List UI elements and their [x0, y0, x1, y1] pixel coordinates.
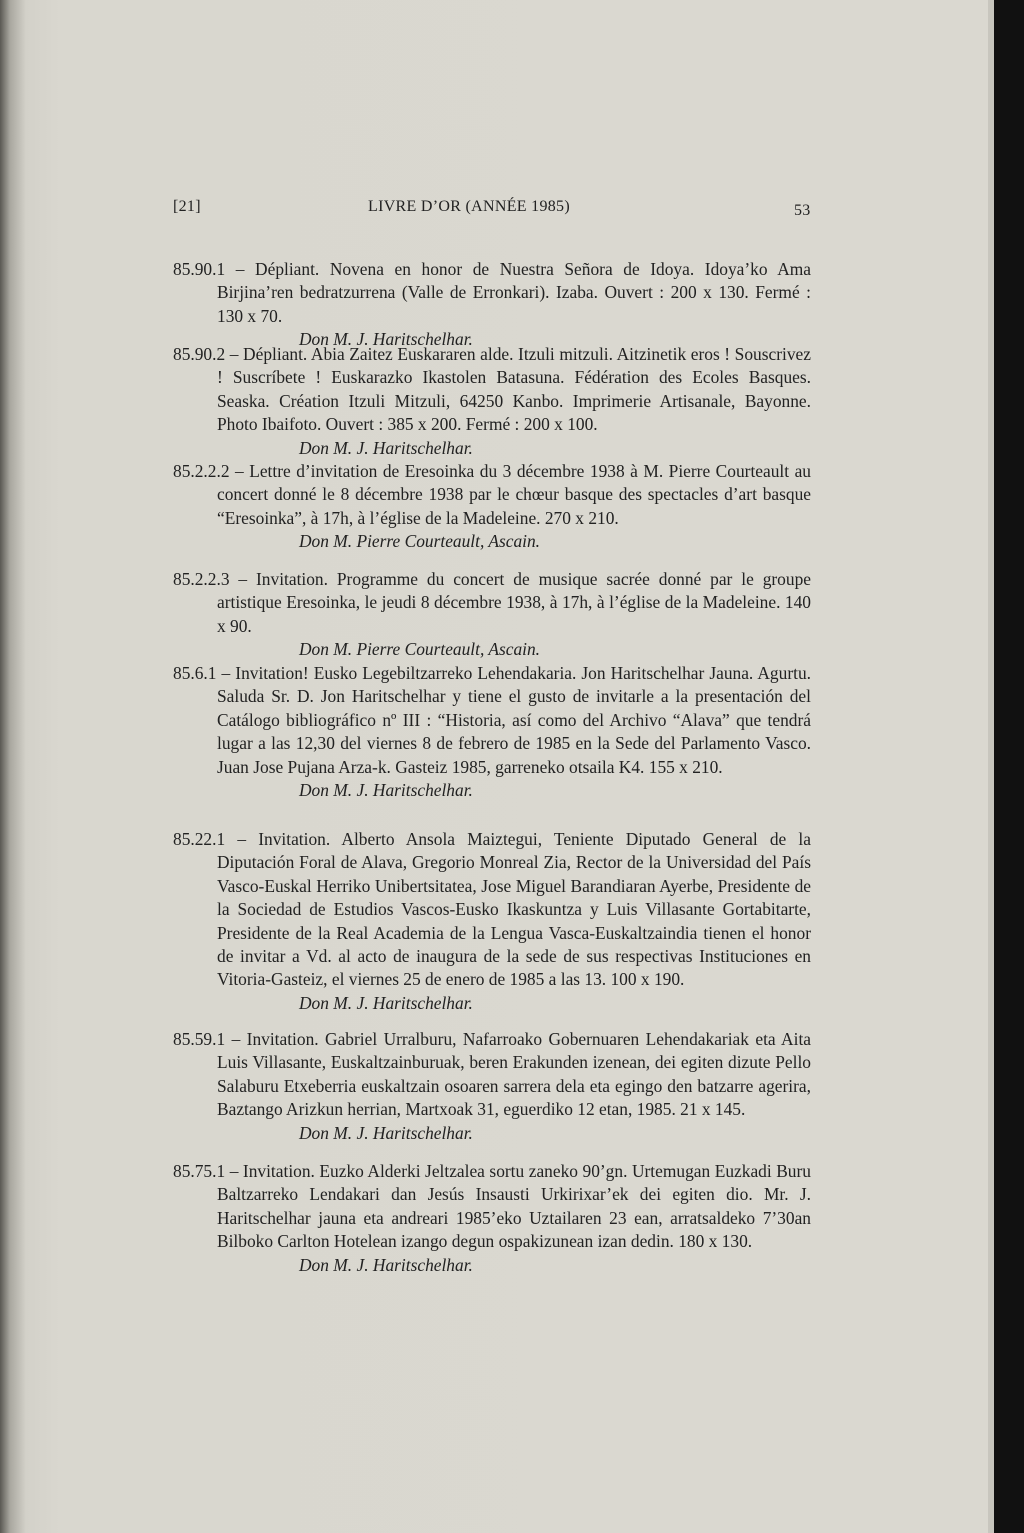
section-number: [21] — [173, 198, 201, 215]
entry-donor: Don M. J. Haritschelhar. — [299, 992, 473, 1013]
catalog-entry — [173, 568, 811, 662]
entry-donor: Don M. Pierre Courteault, Ascain. — [299, 639, 541, 660]
entry-text: 85.6.1 – Invitation! Eusko Legebiltzarreko Lehendakaria. Jon Haritschelhar Jauna. Agurtu. Saluda Sr. D. Jon Haritschelhar y tiene el gusto de invitarle a la presentación del Catálogo bibliográfico nº III : “Historia, así como del Archivo “Alava” que tendrá lugar a las 12,30 del viernes 8 de febrero de 1985 en la Sede del Parlamento Vasco. Juan Jose Pujana Arza-k. Gasteiz 1985, garreneko otsaila K4. 155 x 210. — [173, 663, 811, 777]
entry-donor: Don M. J. Haritschelhar. — [299, 1122, 473, 1143]
scan-border — [994, 0, 1024, 1533]
entry-donor: Don M. J. Haritschelhar. — [299, 1254, 473, 1275]
catalog-entry — [173, 1028, 811, 1145]
entry-text: 85.75.1 – Invitation. Euzko Alderki Jeltzalea sortu zaneko 90’gn. Urtemugan Euzkadi Buru Baltzarreko Lendakari dan Jesús Insausti Urkirixar’ek dei egiten dio. Mr. J. Haritschelhar jauna eta andreari 1985’eko Uztailaren 23 ean, arratsaldeko 7’30an Bilboko Carlton Hotelean izango degun ospakizunean izan dedin. 180 x 130. — [173, 1161, 811, 1252]
entry-text: 85.2.2.2 – Lettre d’invitation de Eresoinka du 3 décembre 1938 à M. Pierre Courteault au concert donné le 8 décembre 1938 par le chœur basque des spectacles d’art basque “Eresoinka”, à 17h, à l’église de la Madeleine. 270 x 210. — [173, 461, 811, 528]
entry-donor: Don M. J. Haritschelhar. — [299, 437, 473, 458]
catalog-entry — [173, 662, 811, 802]
entry-text: 85.22.1 – Invitation. Alberto Ansola Maiztegui, Teniente Diputado General de la Diputación Foral de Alava, Gregorio Monreal Zia, Rector de la Universidad del País Vasco-Euskal Herriko Unibertsitatea, Jose Miguel Barandiaran Ayerbe, Presidente de la Sociedad de Estudios Vascos-Eusko Ikaskuntza y Luis Villasante Gortabitarte, Presidente de la Real Academia de la Lengua Vasca-Euskaltzaindia tienen el honor de invitar a Vd. al acto de inaugura de la sede de sus respectivas Instituciones en Vitoria-Gasteiz, el viernes 25 de enero de 1985 a las 13. 100 x 190. — [173, 829, 811, 990]
entry-text: 85.2.2.3 – Invitation. Programme du concert de musique sacrée donné par le groupe artistique Eresoinka, le jeudi 8 décembre 1938, à 17h, à l’église de la Madeleine. 140 x 90. — [173, 569, 811, 636]
catalog-entry — [173, 343, 811, 460]
running-title: LIVRE D’OR (ANNÉE 1985) — [368, 198, 570, 215]
catalog-entry — [173, 258, 811, 352]
catalog-entry — [173, 1160, 811, 1277]
entry-text: 85.90.1 – Dépliant. Novena en honor de Nuestra Señora de Idoya. Idoya’ko Ama Birjina’ren bedratzurrena (Valle de Erronkari). Izaba. Ouvert : 200 x 130. Fermé : 130 x 70. — [173, 259, 811, 326]
entry-text: 85.59.1 – Invitation. Gabriel Urralburu, Nafarroako Gobernuaren Lehendakariak eta Aita Luis Villasante, Euskaltzainburuak, beren Erakunden izenean, dei egiten dizute Pello Salaburu Etxeberria euskaltzain osoaren sarrera dela eta egingo den batzarre agerira, Baztango Arizkun herrian, Martxoak 31, eguerdiko 12 etan, 1985. 21 x 145. — [173, 1029, 811, 1120]
entry-donor: Don M. Pierre Courteault, Ascain. — [299, 531, 541, 552]
entry-text: 85.90.2 – Dépliant. Abia Zaitez Euskararen alde. Itzuli mitzuli. Aitzinetik eros ! Souscrivez ! Suscríbete ! Euskarazko Ikastolen Batasuna. Fédération des Ecoles Basques. Seaska. Création Itzuli Mitzuli, 64250 Kanbo. Imprimerie Artisanale, Bayonne. Photo Ibaifoto. Ouvert : 385 x 200. Fermé : 200 x 100. — [173, 344, 811, 435]
entry-donor: Don M. J. Haritschelhar. — [299, 780, 473, 801]
page-number: 53 — [794, 202, 811, 219]
catalog-entry — [173, 828, 811, 1015]
catalog-entry — [173, 460, 811, 554]
entry-donor: Don M. J. Haritschelhar. — [299, 329, 473, 350]
